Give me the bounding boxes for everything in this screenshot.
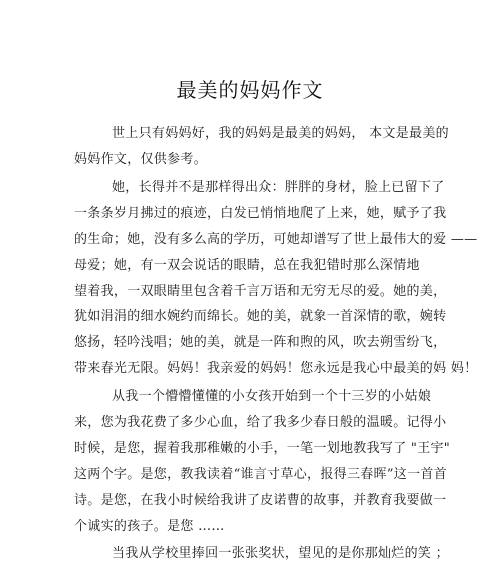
paragraph-line: 诗。是您，在我小时候给我讲了皮诺曹的故事，并教育我要做一 (74, 493, 447, 508)
paragraph-line: 个诚实的孩子。是您 …… (74, 519, 225, 534)
paragraph-line: 她，长得并不是那样得出众：胖胖的身材，脸上已留下了 (112, 180, 445, 195)
paragraph-line: 时候，是您，握着我那稚嫩的小手，一笔一划地教我写了 "王宇" (74, 441, 451, 456)
paragraph-line: 妈妈作文，仅供参考。 (74, 152, 208, 167)
paragraph-line: 当我从学校里捧回一张张奖状，望见的是你那灿烂的笑 ； (112, 546, 449, 561)
paragraph-line: 一条条岁月拂过的痕迹，白发已悄悄地爬了上来，她，赋予了我 (74, 206, 447, 221)
paragraph-line: 母爱；她，有一双会说话的眼睛，总在我犯错时那么深情地 (74, 258, 420, 273)
paragraph-line: 从我一个懵懵懂懂的小女孩开始到一个十三岁的小姑娘 (112, 389, 432, 404)
paragraph-line: 这两个字。是您，教我读着“谁言寸草心，报得三春晖”这一首首 (74, 467, 447, 482)
paragraph-line: 的生命；她，没有多么高的学历，可她却谱写了世上最伟大的爱 —— (74, 232, 478, 247)
paragraph-line: 犹如涓涓的细水婉约而绵长。她的美，就象一首深情的歌，婉转 (74, 309, 447, 324)
paragraph-line: 带来春光无限。妈妈！我亲爱的妈妈！您永远是我心中最美的妈 妈！ (74, 361, 478, 376)
document-title: 最美的妈妈作文 (176, 78, 324, 102)
paragraph-line: 悠扬，轻吟浅唱；她的美，就是一阵和煦的风，吹去朔雪纷飞， (74, 335, 447, 350)
paragraph-line: 来，您为我花费了多少心血，给了我多少春日般的温暖。记得小 (74, 415, 447, 430)
paragraph-line: 望着我，一双眼睛里包含着千言万语和无穷无尽的爱。她的美， (74, 284, 447, 299)
paragraph-line: 世上只有妈妈好，我的妈妈是最美的妈妈， 本文是最美的 (112, 126, 449, 141)
